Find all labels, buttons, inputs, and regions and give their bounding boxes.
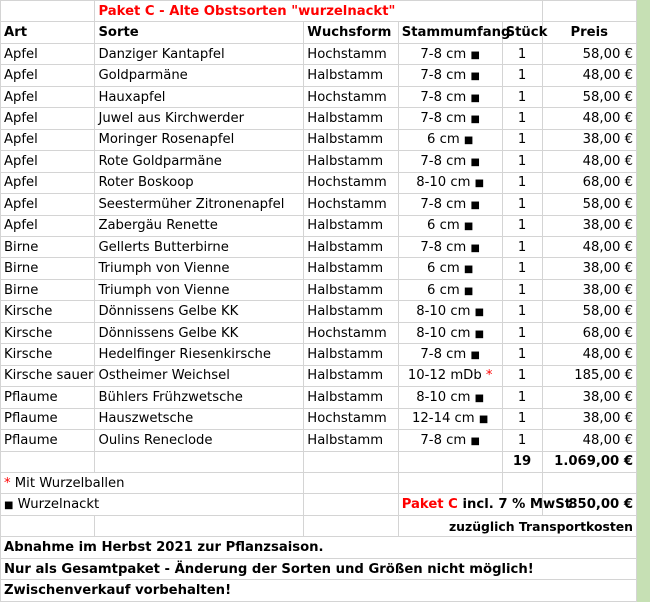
cell-wuchsform: Hochstamm bbox=[304, 194, 398, 215]
cell-art: Pflaume bbox=[1, 387, 95, 408]
stammumfang-value: 7-8 cm bbox=[420, 153, 467, 169]
cell-art: Apfel bbox=[1, 43, 95, 64]
right-edge-bar bbox=[637, 0, 650, 602]
cell-stammumfang bbox=[398, 43, 502, 64]
cell-art: Apfel bbox=[1, 108, 95, 129]
bare-root-marker: ■ bbox=[4, 500, 14, 512]
cell-stueck: 1 bbox=[502, 258, 542, 279]
cell-wuchsform: Halbstamm bbox=[304, 151, 398, 172]
cell-art: Apfel bbox=[1, 194, 95, 215]
cell-sorte: Hauxapfel bbox=[95, 86, 304, 107]
cell-stueck: 1 bbox=[502, 430, 542, 451]
header-art: Art bbox=[1, 22, 95, 43]
cell-preis: 68,00 € bbox=[542, 172, 637, 193]
cell-wuchsform: Hochstamm bbox=[304, 172, 398, 193]
cell-sorte: Moringer Rosenapfel bbox=[95, 129, 304, 150]
bare-root-marker: ■ bbox=[470, 242, 480, 254]
cell-art: Kirsche sauer bbox=[1, 365, 95, 386]
cell-preis: 48,00 € bbox=[542, 151, 637, 172]
cell-stueck: 1 bbox=[502, 344, 542, 365]
cell-art: Birne bbox=[1, 279, 95, 300]
cell-art: Kirsche bbox=[1, 322, 95, 343]
table-row bbox=[1, 172, 637, 193]
cell-art: Apfel bbox=[1, 65, 95, 86]
note-text: Abnahme im Herbst 2021 zur Pflanzsaison. bbox=[1, 537, 637, 558]
stammumfang-value: 7-8 cm bbox=[420, 346, 467, 362]
package-price: 850,00 € bbox=[542, 494, 637, 515]
bare-root-marker: ■ bbox=[463, 135, 474, 147]
cell-stueck: 1 bbox=[502, 236, 542, 257]
cell-wuchsform: Halbstamm bbox=[304, 301, 398, 322]
cell-sorte: Hedelfinger Riesenkirsche bbox=[95, 344, 304, 365]
bare-root-marker: ■ bbox=[474, 392, 485, 404]
bare-root-marker: ■ bbox=[478, 414, 489, 426]
cell-art: Apfel bbox=[1, 129, 95, 150]
bare-root-marker: ■ bbox=[470, 156, 480, 168]
legend-root-ball bbox=[1, 472, 304, 493]
table-row bbox=[1, 344, 637, 365]
cell-stammumfang bbox=[398, 387, 502, 408]
cell-preis: 68,00 € bbox=[542, 322, 637, 343]
cell-stammumfang bbox=[398, 301, 502, 322]
cell-stueck: 1 bbox=[502, 172, 542, 193]
cell-stueck: 1 bbox=[502, 108, 542, 129]
table-row bbox=[1, 430, 637, 451]
package-vat: incl. 7 % MwSt bbox=[462, 497, 571, 513]
stammumfang-value: 7-8 cm bbox=[420, 46, 467, 62]
cell-wuchsform: Hochstamm bbox=[304, 408, 398, 429]
cell-preis: 48,00 € bbox=[542, 344, 637, 365]
stammumfang-value: 7-8 cm bbox=[420, 110, 467, 126]
header-wuchsform: Wuchsform bbox=[304, 22, 398, 43]
cell-preis: 48,00 € bbox=[542, 236, 637, 257]
stammumfang-value: 7-8 cm bbox=[420, 196, 467, 212]
cell-wuchsform: Halbstamm bbox=[304, 65, 398, 86]
cell-sorte: Hauszwetsche bbox=[95, 408, 304, 429]
stammumfang-value: 7-8 cm bbox=[420, 89, 467, 105]
cell-wuchsform: Hochstamm bbox=[304, 43, 398, 64]
table-row bbox=[1, 86, 637, 107]
bare-root-marker: ■ bbox=[470, 199, 480, 211]
stammumfang-value: 10-12 mDb bbox=[407, 368, 482, 384]
header-stueck: Stück bbox=[502, 22, 542, 43]
header-row bbox=[1, 22, 637, 43]
cell-sorte: Oulins Reneclode bbox=[95, 430, 304, 451]
stammumfang-value: 6 cm bbox=[426, 132, 460, 148]
cell-art: Pflaume bbox=[1, 408, 95, 429]
header-preis: Preis bbox=[542, 22, 637, 43]
legend-bare-root bbox=[1, 494, 304, 515]
cell-preis: 58,00 € bbox=[542, 194, 637, 215]
cell-wuchsform: Hochstamm bbox=[304, 322, 398, 343]
cell-preis: 185,00 € bbox=[542, 365, 637, 386]
legend-bare-root-text: Wurzelnackt bbox=[17, 497, 100, 513]
legend-row-bare-root bbox=[1, 494, 637, 515]
cell-sorte: Rote Goldparmäne bbox=[95, 151, 304, 172]
cell-stammumfang bbox=[398, 129, 502, 150]
cell-stueck: 1 bbox=[502, 279, 542, 300]
cell-sorte: Gellerts Butterbirne bbox=[95, 236, 304, 257]
shipping-row bbox=[1, 515, 637, 536]
cell-sorte: Danziger Kantapfel bbox=[95, 43, 304, 64]
cell-sorte: Dönnissens Gelbe KK bbox=[95, 301, 304, 322]
bare-root-marker: ■ bbox=[470, 71, 480, 83]
cell-stueck: 1 bbox=[502, 65, 542, 86]
table-row bbox=[1, 279, 637, 300]
cell-art: Apfel bbox=[1, 86, 95, 107]
stammumfang-value: 8-10 cm bbox=[416, 389, 471, 405]
bare-root-marker: ■ bbox=[470, 435, 480, 447]
bare-root-marker: ■ bbox=[474, 178, 485, 190]
table-row bbox=[1, 43, 637, 64]
cell-art: Apfel bbox=[1, 172, 95, 193]
bare-root-marker: ■ bbox=[470, 113, 480, 125]
cell-preis: 38,00 € bbox=[542, 215, 637, 236]
cell-wuchsform: Halbstamm bbox=[304, 430, 398, 451]
stammumfang-value: 7-8 cm bbox=[420, 68, 467, 84]
stammumfang-value: 6 cm bbox=[426, 282, 460, 298]
cell-stueck: 1 bbox=[502, 43, 542, 64]
table-row bbox=[1, 65, 637, 86]
cell-stueck: 1 bbox=[502, 408, 542, 429]
table-row bbox=[1, 215, 637, 236]
cell-stueck: 1 bbox=[502, 322, 542, 343]
bare-root-marker: ■ bbox=[470, 92, 480, 104]
root-ball-marker: * bbox=[4, 475, 11, 491]
cell-wuchsform: Hochstamm bbox=[304, 86, 398, 107]
stammumfang-value: 8-10 cm bbox=[416, 175, 471, 191]
cell-sorte: Ostheimer Weichsel bbox=[95, 365, 304, 386]
cell-stueck: 1 bbox=[502, 151, 542, 172]
legend-root-ball-text: Mit Wurzelballen bbox=[14, 475, 125, 491]
table-row bbox=[1, 301, 637, 322]
cell-stueck: 1 bbox=[502, 215, 542, 236]
cell-stammumfang bbox=[398, 172, 502, 193]
cell-preis: 48,00 € bbox=[542, 108, 637, 129]
stammumfang-value: 7-8 cm bbox=[420, 432, 467, 448]
stammumfang-value: 8-10 cm bbox=[416, 325, 471, 341]
cell-art: Apfel bbox=[1, 151, 95, 172]
cell-preis: 38,00 € bbox=[542, 408, 637, 429]
cell-wuchsform: Halbstamm bbox=[304, 365, 398, 386]
legend-row-root-ball bbox=[1, 472, 637, 493]
cell-stammumfang bbox=[398, 215, 502, 236]
cell-wuchsform: Halbstamm bbox=[304, 279, 398, 300]
cell-wuchsform: Halbstamm bbox=[304, 215, 398, 236]
header-stammumfang: Stammumfang bbox=[398, 22, 502, 43]
table-row bbox=[1, 387, 637, 408]
cell-sorte: Triumph von Vienne bbox=[95, 258, 304, 279]
cell-preis: 38,00 € bbox=[542, 258, 637, 279]
bare-root-marker: ■ bbox=[474, 328, 485, 340]
cell-wuchsform: Halbstamm bbox=[304, 108, 398, 129]
bare-root-marker: ■ bbox=[463, 285, 474, 297]
header-sorte: Sorte bbox=[95, 22, 304, 43]
cell-stammumfang bbox=[398, 65, 502, 86]
table-row bbox=[1, 236, 637, 257]
shipping-note: zuzüglich Transportkosten bbox=[398, 515, 636, 536]
cell-sorte: Triumph von Vienne bbox=[95, 279, 304, 300]
cell-stueck: 1 bbox=[502, 194, 542, 215]
cell-art: Apfel bbox=[1, 215, 95, 236]
table-row bbox=[1, 129, 637, 150]
cell-sorte: Roter Boskoop bbox=[95, 172, 304, 193]
cell-sorte: Goldparmäne bbox=[95, 65, 304, 86]
stammumfang-value: 7-8 cm bbox=[420, 239, 467, 255]
package-name: Paket C bbox=[401, 497, 458, 513]
cell-art: Kirsche bbox=[1, 301, 95, 322]
title-row bbox=[1, 1, 637, 22]
table-row bbox=[1, 258, 637, 279]
cell-stammumfang bbox=[398, 365, 502, 386]
cell-wuchsform: Halbstamm bbox=[304, 236, 398, 257]
table-row bbox=[1, 108, 637, 129]
table-row bbox=[1, 408, 637, 429]
cell-stammumfang bbox=[398, 236, 502, 257]
stammumfang-value: 6 cm bbox=[426, 261, 460, 277]
stammumfang-value: 6 cm bbox=[426, 218, 460, 234]
table-row bbox=[1, 365, 637, 386]
cell-art: Birne bbox=[1, 258, 95, 279]
stammumfang-value: 8-10 cm bbox=[416, 304, 471, 320]
cell-stammumfang bbox=[398, 408, 502, 429]
stammumfang-value: 12-14 cm bbox=[412, 411, 475, 427]
cell-wuchsform: Halbstamm bbox=[304, 387, 398, 408]
package-label bbox=[398, 494, 571, 515]
cell-art: Pflaume bbox=[1, 430, 95, 451]
cell-stueck: 1 bbox=[502, 387, 542, 408]
bare-root-marker: ■ bbox=[463, 264, 474, 276]
cell-stammumfang bbox=[398, 151, 502, 172]
cell-stammumfang bbox=[398, 86, 502, 107]
note-text: Zwischenverkauf vorbehalten! bbox=[1, 580, 637, 602]
cell-stueck: 1 bbox=[502, 365, 542, 386]
cell-stammumfang bbox=[398, 344, 502, 365]
total-preis: 1.069,00 € bbox=[542, 451, 637, 472]
cell-preis: 38,00 € bbox=[542, 387, 637, 408]
root-ball-marker: * bbox=[485, 368, 493, 384]
cell-stammumfang bbox=[398, 322, 502, 343]
table-row bbox=[1, 194, 637, 215]
cell-stammumfang bbox=[398, 279, 502, 300]
cell-preis: 58,00 € bbox=[542, 86, 637, 107]
note-row bbox=[1, 537, 637, 558]
cell-preis: 48,00 € bbox=[542, 65, 637, 86]
cell-sorte: Dönnissens Gelbe KK bbox=[95, 322, 304, 343]
cell-stammumfang bbox=[398, 194, 502, 215]
cell-sorte: Juwel aus Kirchwerder bbox=[95, 108, 304, 129]
cell-sorte: Seestermüher Zitronenapfel bbox=[95, 194, 304, 215]
cell-stueck: 1 bbox=[502, 86, 542, 107]
cell-art: Kirsche bbox=[1, 344, 95, 365]
cell-preis: 48,00 € bbox=[542, 430, 637, 451]
bare-root-marker: ■ bbox=[470, 349, 480, 361]
cell-stueck: 1 bbox=[502, 129, 542, 150]
sheet-title: Paket C - Alte Obstsorten "wurzelnackt" bbox=[95, 1, 542, 22]
total-stueck: 19 bbox=[502, 451, 542, 472]
bare-root-marker: ■ bbox=[474, 307, 485, 319]
note-row bbox=[1, 558, 637, 579]
cell-wuchsform: Halbstamm bbox=[304, 129, 398, 150]
cell-wuchsform: Halbstamm bbox=[304, 344, 398, 365]
cell-stammumfang bbox=[398, 108, 502, 129]
cell-preis: 58,00 € bbox=[542, 301, 637, 322]
totals-row bbox=[1, 451, 637, 472]
note-text: Nur als Gesamtpaket - Änderung der Sorten und Größen nicht möglich! bbox=[1, 558, 637, 579]
table-row bbox=[1, 151, 637, 172]
cell-sorte: Bühlers Frühzwetsche bbox=[95, 387, 304, 408]
cell-preis: 58,00 € bbox=[542, 43, 637, 64]
bare-root-marker: ■ bbox=[470, 49, 480, 61]
cell-sorte: Zabergäu Renette bbox=[95, 215, 304, 236]
cell-stammumfang bbox=[398, 430, 502, 451]
cell-stammumfang bbox=[398, 258, 502, 279]
note-row bbox=[1, 580, 637, 602]
cell-art: Birne bbox=[1, 236, 95, 257]
cell-wuchsform: Halbstamm bbox=[304, 258, 398, 279]
cell-preis: 38,00 € bbox=[542, 129, 637, 150]
cell-stueck: 1 bbox=[502, 301, 542, 322]
table-row bbox=[1, 322, 637, 343]
bare-root-marker: ■ bbox=[463, 221, 474, 233]
cell-preis: 38,00 € bbox=[542, 279, 637, 300]
